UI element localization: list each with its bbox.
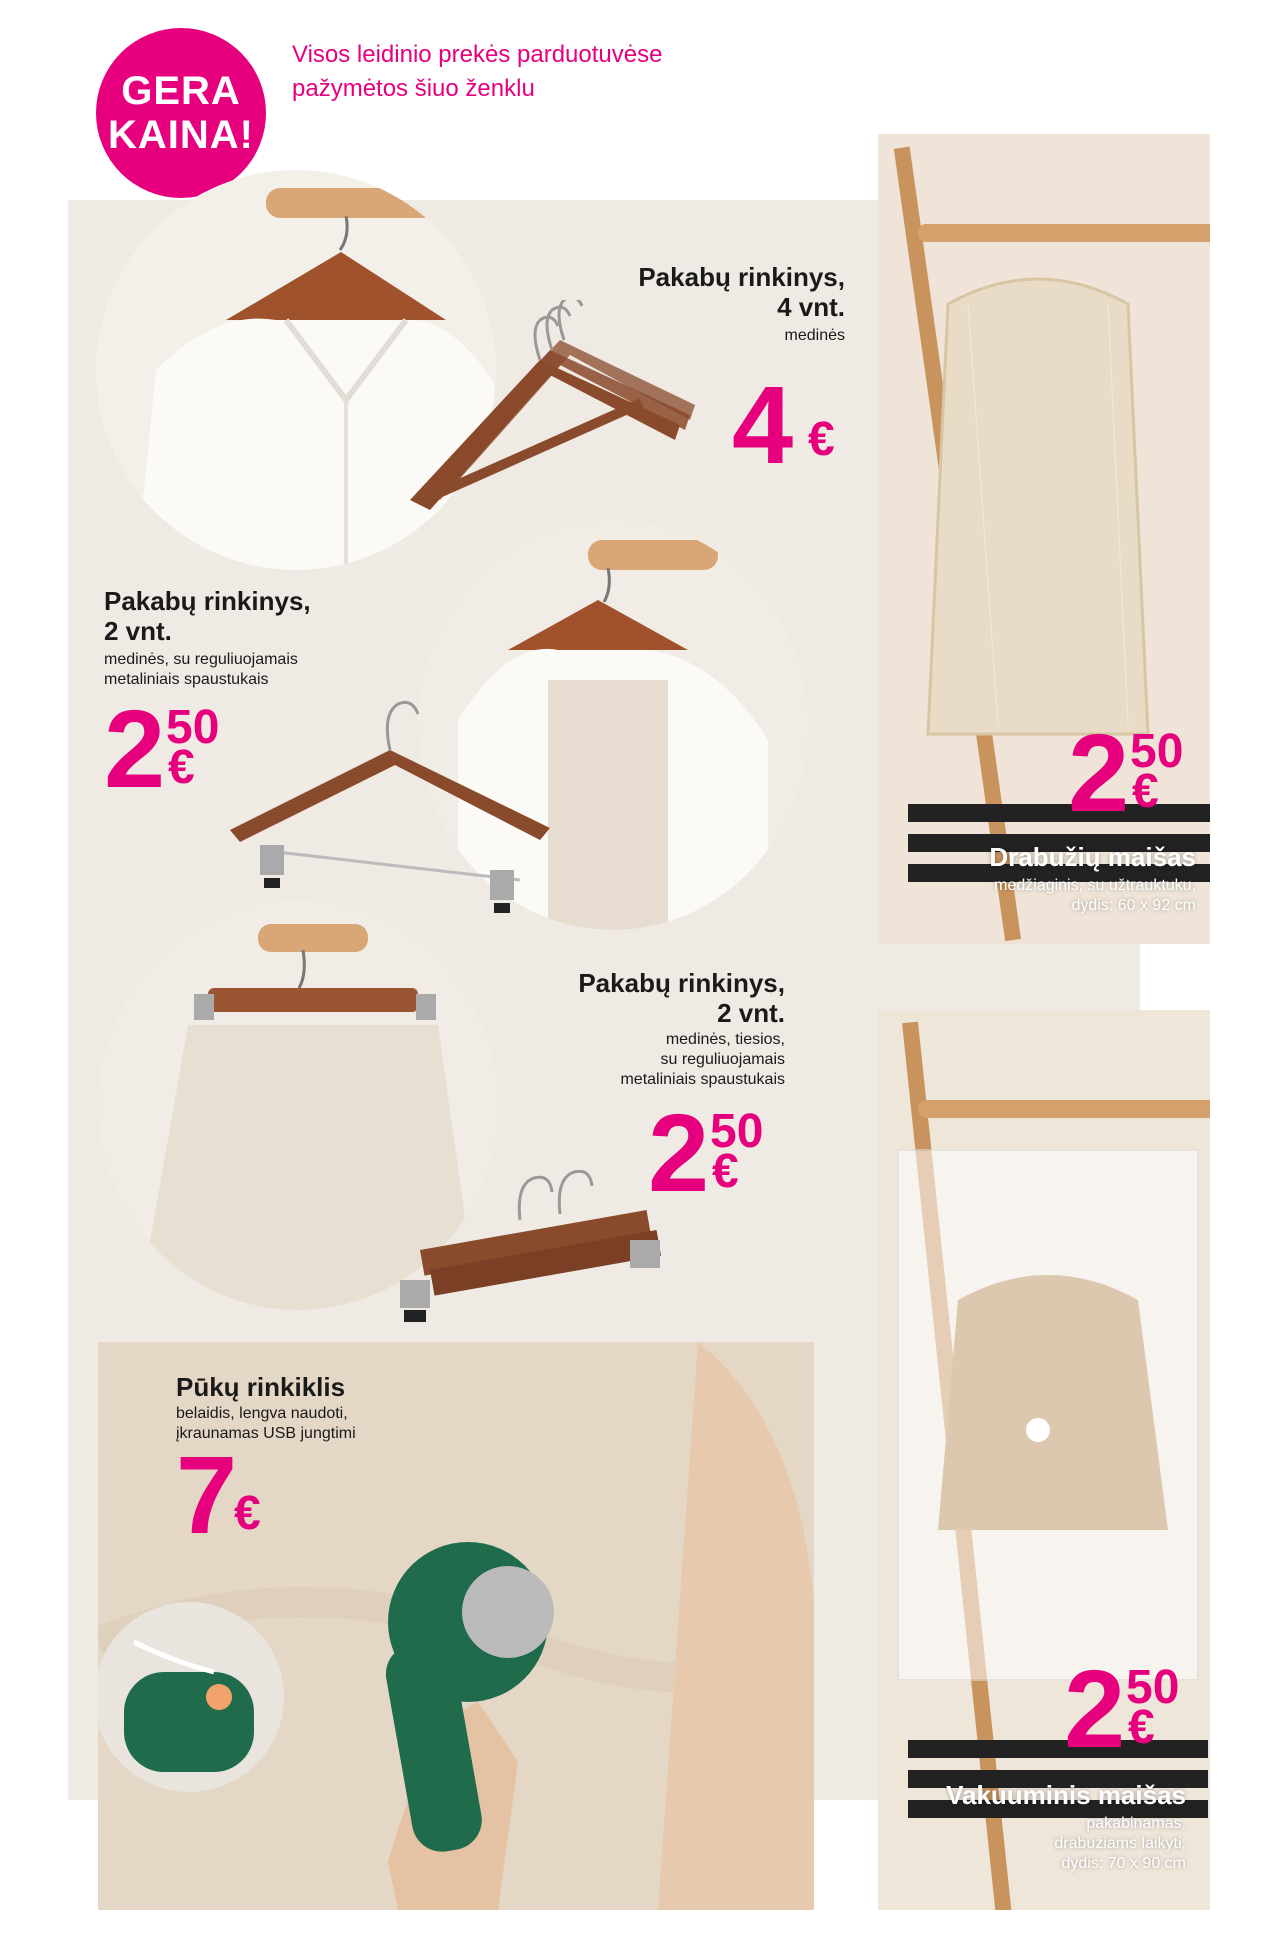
vacuum-bag-price [1064,1648,1214,1771]
hangers2-clips-title [104,586,404,646]
hangers2-clips-price-cents: 50 [166,701,220,754]
lint-remover-title: Pūkų rinkiklis [176,1372,346,1402]
hangers2-straight-desc-line3: metaliniais spaustukais [620,1071,785,1088]
hangers2-clips-title-line2: 2 vnt. [104,616,172,646]
vacuum-bag-price-cents: 50 [1126,1661,1180,1714]
garment-bag-currency: € [1132,765,1159,818]
garment-bag-price [1068,712,1218,835]
hangers4-price [732,364,872,487]
gera-kaina-badge [96,28,266,198]
hangers2-straight-currency: € [712,1145,739,1198]
badge-line2: KAINA! [108,113,254,157]
hangers2-straight-price-main: 2 [648,1092,706,1215]
hangers2-clips-desc-line2: metaliniais spaustukais [104,671,269,688]
badge-note-line1: Visos leidinio prekės parduotuvėse [292,41,663,68]
garment-bag-price-cents: 50 [1130,725,1184,778]
photo-straight-hangers-set [390,1170,690,1350]
lint-remover-desc-line2: įkraunamas USB jungtimi [176,1425,356,1442]
garment-bag-desc1: medžiaginis, su užtrauktuku, [994,877,1196,894]
lint-remover-desc-line1: belaidis, lengva naudoti, [176,1405,348,1422]
hangers4-desc: medinės [784,327,845,344]
garment-bag-title: Drabužių maišas [989,842,1196,872]
photo-wooden-hangers-set [390,300,700,560]
vacuum-bag-desc1: pakabinamas, [1086,1815,1186,1832]
hangers4-currency: € [808,413,835,466]
badge-note-line2: pažymėtos šiuo ženklu [292,75,535,102]
vacuum-bag-desc3: dydis: 70 x 90 cm [1061,1855,1186,1872]
vacuum-bag-price-main: 2 [1064,1648,1122,1771]
badge-line1: GERA [121,69,241,113]
hangers4-price-main: 4 [732,364,790,487]
hangers2-straight-desc-line1: medinės, tiesios, [665,1031,785,1048]
hangers2-clips-price-main: 2 [104,688,162,811]
lint-remover-price [176,1434,316,1557]
vacuum-bag-title: Vakuuminis maišas [946,1780,1186,1810]
hangers2-straight-title-line1: Pakabų rinkinys, [578,968,785,998]
hangers2-straight-desc-line2: su reguliuojamais [660,1051,785,1068]
badge-note [292,38,772,106]
lint-remover-currency: € [234,1487,261,1540]
hangers2-straight-title [500,968,785,1028]
photo-hanger-with-clips [220,680,560,930]
hangers4-title [560,262,845,322]
garment-bag-desc2: dydis: 60 x 92 cm [1071,897,1196,914]
vacuum-bag-desc2: drabužiams laikyti, [1054,1835,1186,1852]
garment-bag-price-main: 2 [1068,712,1126,835]
hangers2-clips-desc-line1: medinės, su reguliuojamais [104,651,298,668]
hangers4-title-line1: Pakabų rinkinys, [638,262,845,292]
lint-remover-detail-inset [98,1602,284,1792]
photo-vacuum-bag-on-rack [878,1010,1210,1910]
hangers2-clips-title-line1: Pakabų rinkinys, [104,586,311,616]
hangers2-clips-currency: € [168,741,195,794]
hangers2-straight-desc [500,1030,785,1090]
hangers2-straight-price-cents: 50 [710,1105,764,1158]
vacuum-bag-illustration [878,1010,1210,1910]
vacuum-bag-currency: € [1128,1701,1155,1754]
hangers2-straight-title-line2: 2 vnt. [717,998,785,1028]
lint-remover-price-main: 7 [176,1434,234,1557]
hangers4-title-line2: 4 vnt. [777,292,845,322]
hangers2-straight-price [648,1092,798,1215]
